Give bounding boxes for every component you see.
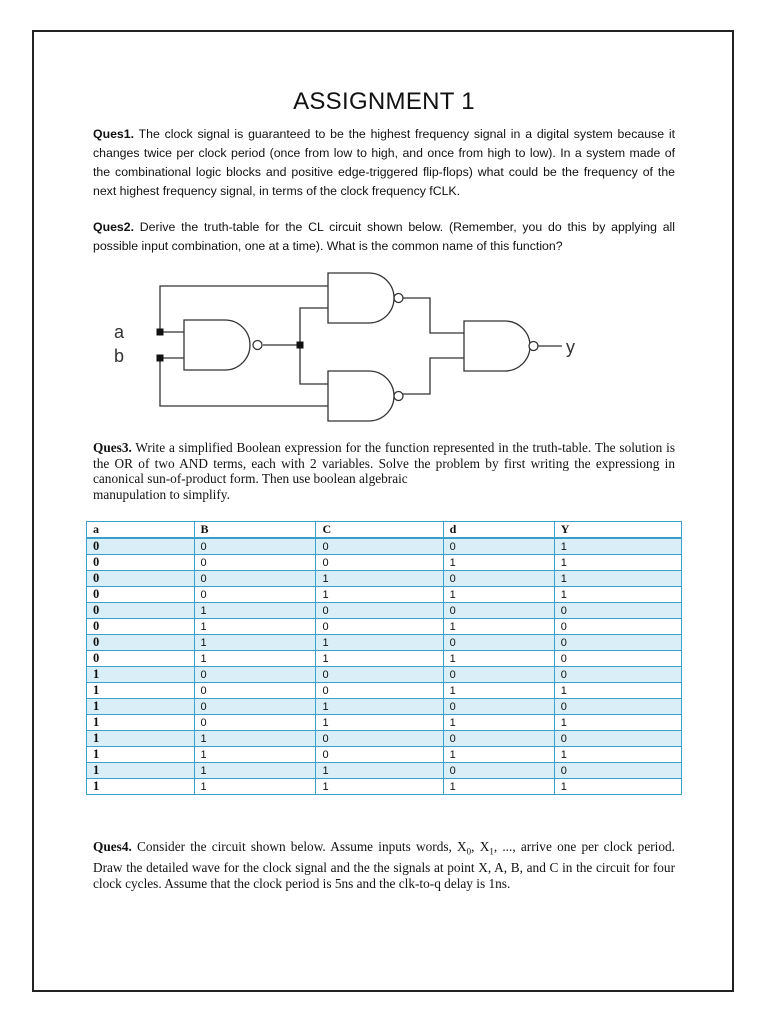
cell-c: 1 bbox=[316, 571, 443, 587]
cell-c: 0 bbox=[316, 538, 443, 555]
cell-a: 1 bbox=[87, 667, 195, 683]
question-3 bbox=[93, 440, 675, 502]
cell-y: 0 bbox=[554, 619, 681, 635]
cell-d: 1 bbox=[443, 555, 554, 571]
cell-a: 0 bbox=[87, 538, 195, 555]
question-2 bbox=[93, 218, 675, 256]
cell-d: 1 bbox=[443, 747, 554, 763]
table-row bbox=[87, 635, 682, 651]
table-row bbox=[87, 699, 682, 715]
cell-a: 0 bbox=[87, 587, 195, 603]
cell-c: 1 bbox=[316, 779, 443, 795]
table-row bbox=[87, 555, 682, 571]
cell-d: 0 bbox=[443, 699, 554, 715]
table-row bbox=[87, 571, 682, 587]
question-4-sub-0: 0 bbox=[466, 846, 472, 857]
cell-b: 0 bbox=[194, 587, 316, 603]
table-row bbox=[87, 651, 682, 667]
cell-d: 1 bbox=[443, 619, 554, 635]
table-row bbox=[87, 747, 682, 763]
cell-b: 0 bbox=[194, 555, 316, 571]
question-4-label: Ques4. bbox=[93, 839, 132, 854]
input-b-label: b bbox=[114, 346, 125, 366]
cell-c: 1 bbox=[316, 715, 443, 731]
truth-table-header-row bbox=[87, 522, 682, 539]
cell-y: 0 bbox=[554, 699, 681, 715]
truth-table-body bbox=[87, 538, 682, 795]
cell-a: 0 bbox=[87, 555, 195, 571]
cell-d: 1 bbox=[443, 587, 554, 603]
cell-a: 1 bbox=[87, 731, 195, 747]
cell-y: 1 bbox=[554, 715, 681, 731]
cell-y: 1 bbox=[554, 587, 681, 603]
cell-y: 1 bbox=[554, 683, 681, 699]
cell-a: 0 bbox=[87, 619, 195, 635]
truth-table bbox=[86, 521, 682, 795]
cell-y: 0 bbox=[554, 603, 681, 619]
cell-b: 0 bbox=[194, 699, 316, 715]
cell-a: 1 bbox=[87, 699, 195, 715]
cell-d: 1 bbox=[443, 779, 554, 795]
cell-y: 0 bbox=[554, 635, 681, 651]
cell-a: 0 bbox=[87, 603, 195, 619]
cell-y: 1 bbox=[554, 747, 681, 763]
cell-y: 1 bbox=[554, 571, 681, 587]
question-4-text-1: Consider the circuit shown below. Assume inputs words, X bbox=[131, 839, 467, 854]
question-3-label: Ques3. bbox=[93, 440, 132, 455]
cell-y: 0 bbox=[554, 763, 681, 779]
header-b: B bbox=[194, 522, 316, 539]
question-4-sub-1: 1 bbox=[489, 846, 494, 857]
cell-y: 0 bbox=[554, 731, 681, 747]
cell-c: 0 bbox=[316, 731, 443, 747]
cell-b: 1 bbox=[194, 763, 316, 779]
cell-c: 0 bbox=[316, 619, 443, 635]
cell-b: 0 bbox=[194, 538, 316, 555]
cell-d: 0 bbox=[443, 635, 554, 651]
cell-b: 0 bbox=[194, 571, 316, 587]
cell-y: 0 bbox=[554, 651, 681, 667]
cell-a: 0 bbox=[87, 635, 195, 651]
table-row bbox=[87, 763, 682, 779]
question-2-text: Derive the truth-table for the CL circuit shown below. (Remember, you do this by applying all possible input combination, one at a time). What is the common name of this function? bbox=[93, 220, 675, 253]
header-c: C bbox=[316, 522, 443, 539]
cell-a: 1 bbox=[87, 747, 195, 763]
cell-d: 1 bbox=[443, 683, 554, 699]
nand-circuit-diagram bbox=[100, 262, 600, 422]
cell-d: 0 bbox=[443, 731, 554, 747]
cell-y: 0 bbox=[554, 667, 681, 683]
question-2-label: Ques2. bbox=[93, 220, 135, 234]
cell-c: 1 bbox=[316, 635, 443, 651]
header-d: d bbox=[443, 522, 554, 539]
cell-b: 1 bbox=[194, 603, 316, 619]
cell-c: 1 bbox=[316, 587, 443, 603]
cell-a: 1 bbox=[87, 763, 195, 779]
cell-b: 0 bbox=[194, 683, 316, 699]
question-1-label: Ques1. bbox=[93, 127, 135, 141]
cell-y: 1 bbox=[554, 538, 681, 555]
table-row bbox=[87, 731, 682, 747]
header-a: a bbox=[87, 522, 195, 539]
cell-b: 1 bbox=[194, 779, 316, 795]
cell-d: 0 bbox=[443, 571, 554, 587]
cell-y: 1 bbox=[554, 779, 681, 795]
cell-b: 1 bbox=[194, 747, 316, 763]
table-row bbox=[87, 538, 682, 555]
cell-a: 0 bbox=[87, 571, 195, 587]
cell-c: 1 bbox=[316, 651, 443, 667]
cell-d: 0 bbox=[443, 603, 554, 619]
question-3-text: Write a simplified Boolean expression for the function represented in the truth-table. The solution is the OR of two AND terms, each with 2 variables. Solve the problem by first writing the expressiong in canonical sun-of-product form. Then use boolean algebraic bbox=[93, 440, 675, 486]
cell-a: 1 bbox=[87, 715, 195, 731]
cell-b: 1 bbox=[194, 731, 316, 747]
question-1-text: The clock signal is guaranteed to be the highest frequency signal in a digital system because it changes twice per clock period (once from low to high, and once from high to low). In a system made of the combinational logic blocks and positive edge-triggered flip-flops) what could be the frequency of the next highest frequency signal, in terms of the clock frequency fCLK. bbox=[93, 127, 675, 198]
cell-b: 1 bbox=[194, 635, 316, 651]
cell-c: 0 bbox=[316, 683, 443, 699]
question-1 bbox=[93, 125, 675, 201]
question-4-text-3: , ..., arrive one per clock period. Draw the detailed wave for the clock signal and the the signals at point X, A, B, and C in the circuit for four clock cycles. Assume that the clock period is 5ns and the clk-to-q delay is 1ns. bbox=[93, 839, 675, 891]
header-y: Y bbox=[554, 522, 681, 539]
table-row bbox=[87, 683, 682, 699]
cell-b: 0 bbox=[194, 667, 316, 683]
cell-d: 0 bbox=[443, 763, 554, 779]
cell-c: 0 bbox=[316, 603, 443, 619]
cell-d: 0 bbox=[443, 667, 554, 683]
cell-c: 1 bbox=[316, 763, 443, 779]
cell-d: 1 bbox=[443, 651, 554, 667]
table-row bbox=[87, 619, 682, 635]
cell-d: 0 bbox=[443, 538, 554, 555]
table-row bbox=[87, 603, 682, 619]
table-row bbox=[87, 715, 682, 731]
cell-b: 0 bbox=[194, 715, 316, 731]
input-a-label: a bbox=[114, 322, 125, 342]
cell-c: 0 bbox=[316, 555, 443, 571]
cell-y: 1 bbox=[554, 555, 681, 571]
page-title: ASSIGNMENT 1 bbox=[293, 88, 475, 115]
cell-c: 0 bbox=[316, 747, 443, 763]
output-y-label: y bbox=[566, 337, 575, 357]
cell-d: 1 bbox=[443, 715, 554, 731]
question-4-text-2: , X bbox=[471, 839, 490, 854]
cell-c: 0 bbox=[316, 667, 443, 683]
cell-a: 1 bbox=[87, 683, 195, 699]
cell-b: 1 bbox=[194, 651, 316, 667]
cell-c: 1 bbox=[316, 699, 443, 715]
cell-a: 0 bbox=[87, 651, 195, 667]
table-row bbox=[87, 587, 682, 603]
table-row bbox=[87, 667, 682, 683]
cell-a: 1 bbox=[87, 779, 195, 795]
question-3-tail: manupulation to simplify. bbox=[93, 486, 230, 502]
table-row bbox=[87, 779, 682, 795]
cell-b: 1 bbox=[194, 619, 316, 635]
question-4 bbox=[93, 839, 675, 891]
